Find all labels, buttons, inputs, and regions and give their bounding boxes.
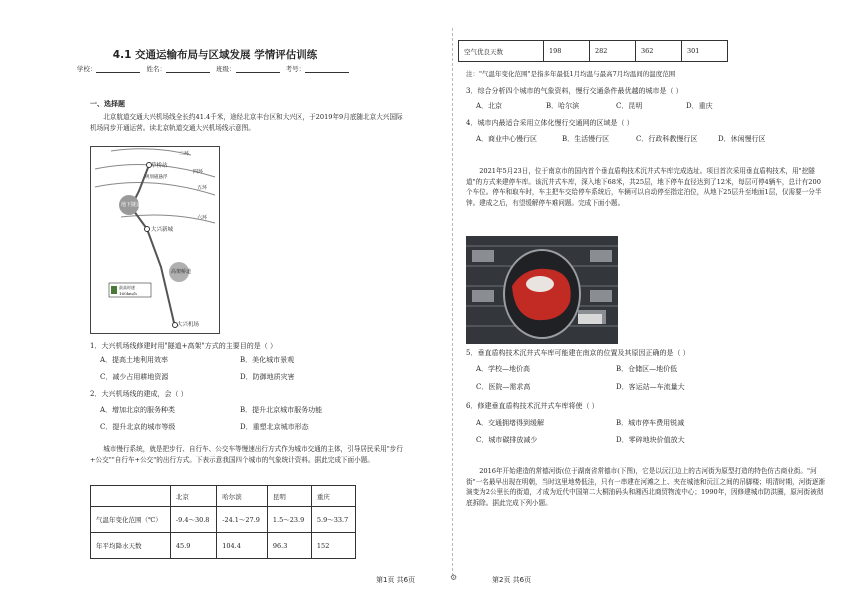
q3-option-a[interactable]: A．北京 [476, 102, 503, 110]
q5-option-a[interactable]: A．学校—地价高 [476, 365, 531, 373]
intro-paragraph: 北京航道交通大兴机场线全长约41.4千米，途经北京丰台区和大兴区，于2019年9月底随北京大兴国际机场同步开通运营。读北京轨道交通大兴机场线示意图。 [90, 113, 403, 132]
garage-paragraph: 2021年5月23日，位于南京市的国内首个垂直盾构技术沉井式车库完成选址。项目首次采用垂直盾构技术，用"挖隧道"的方式来建停车库。该沉井式车库，深入地下68米，共25层，地下停车直径达到了12米，每层可停4辆车，总计有200个车位。停车和取车时，车主把车交给停车系统后，车辆可以自动停至指定泊位，从地下25层升至地面1层，仅需要一分半钟。建成之后，有望缓解停车难问题。完成下面小题。 [466, 167, 822, 207]
table-cell: 5.9～33.7 [311, 507, 355, 533]
airport-line-map [90, 146, 220, 334]
table-cell: 362 [636, 41, 682, 62]
info-class-label: 班级： [216, 65, 236, 73]
table-cell: 45.9 [170, 533, 216, 559]
map-label-4th-ring: 四环 [193, 169, 204, 175]
q4-option-c[interactable]: C．行政科教慢行区 [636, 135, 698, 143]
map-label-maglev: 规划磁悬浮 [145, 175, 168, 180]
table-cell: 152 [311, 533, 355, 559]
q3-option-d[interactable]: D．重庆 [686, 102, 713, 110]
airport-line-route [131, 165, 175, 327]
table-cell: -24.1～27.9 [217, 507, 268, 533]
table-cell: 96.3 [267, 533, 311, 559]
info-number-blank[interactable] [305, 65, 349, 73]
map-label-top-speed: 最高时速 [119, 285, 135, 290]
parking-garage-photo [466, 236, 618, 344]
gear-icon: ⚙ [450, 573, 458, 582]
q6-option-c[interactable]: C．城市碳排放减少 [476, 436, 538, 444]
question-2: 2．大兴机场线的建成，会（ ） [90, 390, 188, 398]
table-row [91, 507, 356, 533]
table-row [91, 533, 356, 559]
table-cell: 气温年变化范围（℃） [91, 507, 171, 533]
table-cell: 301 [682, 41, 728, 62]
table-header-cell: 哈尔滨 [217, 486, 268, 507]
info-school-blank[interactable] [96, 65, 140, 73]
q4-option-a[interactable]: A．商业中心慢行区 [476, 135, 538, 143]
q5-option-b[interactable]: B．仓储区—地价低 [616, 365, 678, 373]
table-cell: 282 [590, 41, 636, 62]
q4-option-d[interactable]: D．休闲慢行区 [718, 135, 766, 143]
q3-option-c[interactable]: C．昆明 [616, 102, 643, 110]
question-4: 4．城市内最适合采用立体化慢行交通网的区域是（ ） [466, 119, 634, 127]
info-number-label: 考号： [285, 65, 306, 73]
map-label-5th-ring: 五环 [197, 185, 208, 191]
page-title: 4.1 交通运输布局与区域发展 学情评估训练 [112, 49, 318, 61]
q5-option-d[interactable]: D．客运站—车流量大 [616, 383, 685, 391]
map-label-viaduct: 高架桥道 [171, 269, 192, 275]
q6-option-d[interactable]: D．零碎地块价值放大 [616, 436, 685, 444]
station-daxing-xincheng [145, 227, 150, 232]
table-row [459, 41, 728, 62]
hejie-paragraph: 2016年开始建造的常德河街(位于湖南省常德市(下图)，它是以沅江边上的古河街为原型打造的特色仿古商业街。"河街"一名最早出现在明朝，当时这里地势低洼，只有一串建在河滩之上、夹在城池和沅江之间的吊脚楼；明清时期，河街逐渐演变为2公里长的街道，才成为近代中国第二大桐油码头和湘西北商贸物流中心；1990年，因修建城市防洪圈，原河街被彻底拆除。据此完成下列小题。 [466, 467, 826, 507]
question-1: 1．大兴机场线修建时用"隧道+高架"方式的主要目的是（ ） [90, 342, 277, 350]
q6-option-a[interactable]: A．交通拥堵得到缓解 [476, 419, 545, 427]
q2-option-b[interactable]: B．提升北京城市服务功能 [240, 406, 323, 414]
q5-option-c[interactable]: C．医院—需求高 [476, 383, 531, 391]
info-class-blank[interactable] [236, 65, 280, 73]
q4-option-b[interactable]: B．生活慢行区 [562, 135, 610, 143]
q2-option-c[interactable]: C．提升北京的城市等级 [100, 423, 176, 431]
map-label-tunnel: 地下隧道 [121, 202, 142, 208]
section-heading: 一、选择题 [90, 100, 125, 108]
q2-option-d[interactable]: D．重塑北京城市形态 [240, 423, 309, 431]
map-label-daxing-xincheng: 大兴新城 [151, 227, 174, 233]
weather-table-continued [458, 40, 728, 62]
map-label-speed-value: 160km/h [119, 291, 137, 296]
info-school-label: 学校： [76, 65, 97, 73]
info-name-label: 姓名： [146, 65, 166, 73]
table-cell: -9.4～30.8 [170, 507, 216, 533]
weather-table [90, 485, 356, 559]
train-icon [111, 286, 117, 294]
table-cell: 1.5～23.9 [267, 507, 311, 533]
q1-option-c[interactable]: C．减少占用耕地资源 [100, 373, 169, 381]
table-header-cell [91, 486, 171, 507]
table-header-row [91, 486, 356, 507]
table-header-cell: 昆明 [267, 486, 311, 507]
map-label-caoqiao: 草桥站 [151, 163, 168, 169]
map-label-2nd-ring: 二环 [179, 151, 190, 157]
table-header-cell: 北京 [170, 486, 216, 507]
page-number-left: 第1页 共6页 [376, 576, 416, 584]
question-3: 3．综合分析四个城市的气象资料，慢行交通条件最优越的城市是（ ） [466, 87, 683, 95]
question-5: 5．垂直盾构技术沉井式车库可能建在南京的位置及其原因正确的是（ ） [466, 349, 690, 357]
table-header-cell: 重庆 [311, 486, 355, 507]
q2-option-a[interactable]: A．增加北京的服务种类 [100, 406, 176, 414]
table-cell: 空气优良天数 [459, 41, 544, 62]
map-label-daxing-airport: 大兴机场 [177, 322, 200, 328]
student-info-line [0, 64, 430, 73]
q6-option-b[interactable]: B．城市停车费用锐减 [616, 419, 685, 427]
slow-traffic-paragraph: 城市慢行系统，就是把步行、自行车、公交车等慢速出行方式作为城市交通的主体，引导居民采用"步行+公交""自行车+公交"的出行方式。下表示意我国四个城市的气象统计资料。据此完成下面小题。 [90, 445, 403, 464]
table-note: 注："气温年变化范围"是指多年最低1月均温与最高7月均温间的温度范围 [466, 70, 676, 78]
q1-option-d[interactable]: D．防御地质灾害 [240, 373, 295, 381]
table-cell: 198 [544, 41, 590, 62]
q1-option-b[interactable]: B．美化城市景观 [240, 356, 295, 364]
map-label-6th-ring: 六环 [197, 215, 208, 221]
page-number-right: 第2页 共6页 [492, 576, 532, 584]
parking-garage-graphic [466, 236, 618, 344]
question-6: 6．修建垂直盾构技术沉井式车库将使（ ） [466, 402, 599, 410]
info-name-blank[interactable] [166, 65, 210, 73]
q1-option-a[interactable]: A．提高土地利用效率 [100, 356, 169, 364]
table-cell: 104.4 [217, 533, 268, 559]
q3-option-b[interactable]: B．哈尔滨 [546, 102, 580, 110]
table-cell: 年平均降水天数 [91, 533, 171, 559]
